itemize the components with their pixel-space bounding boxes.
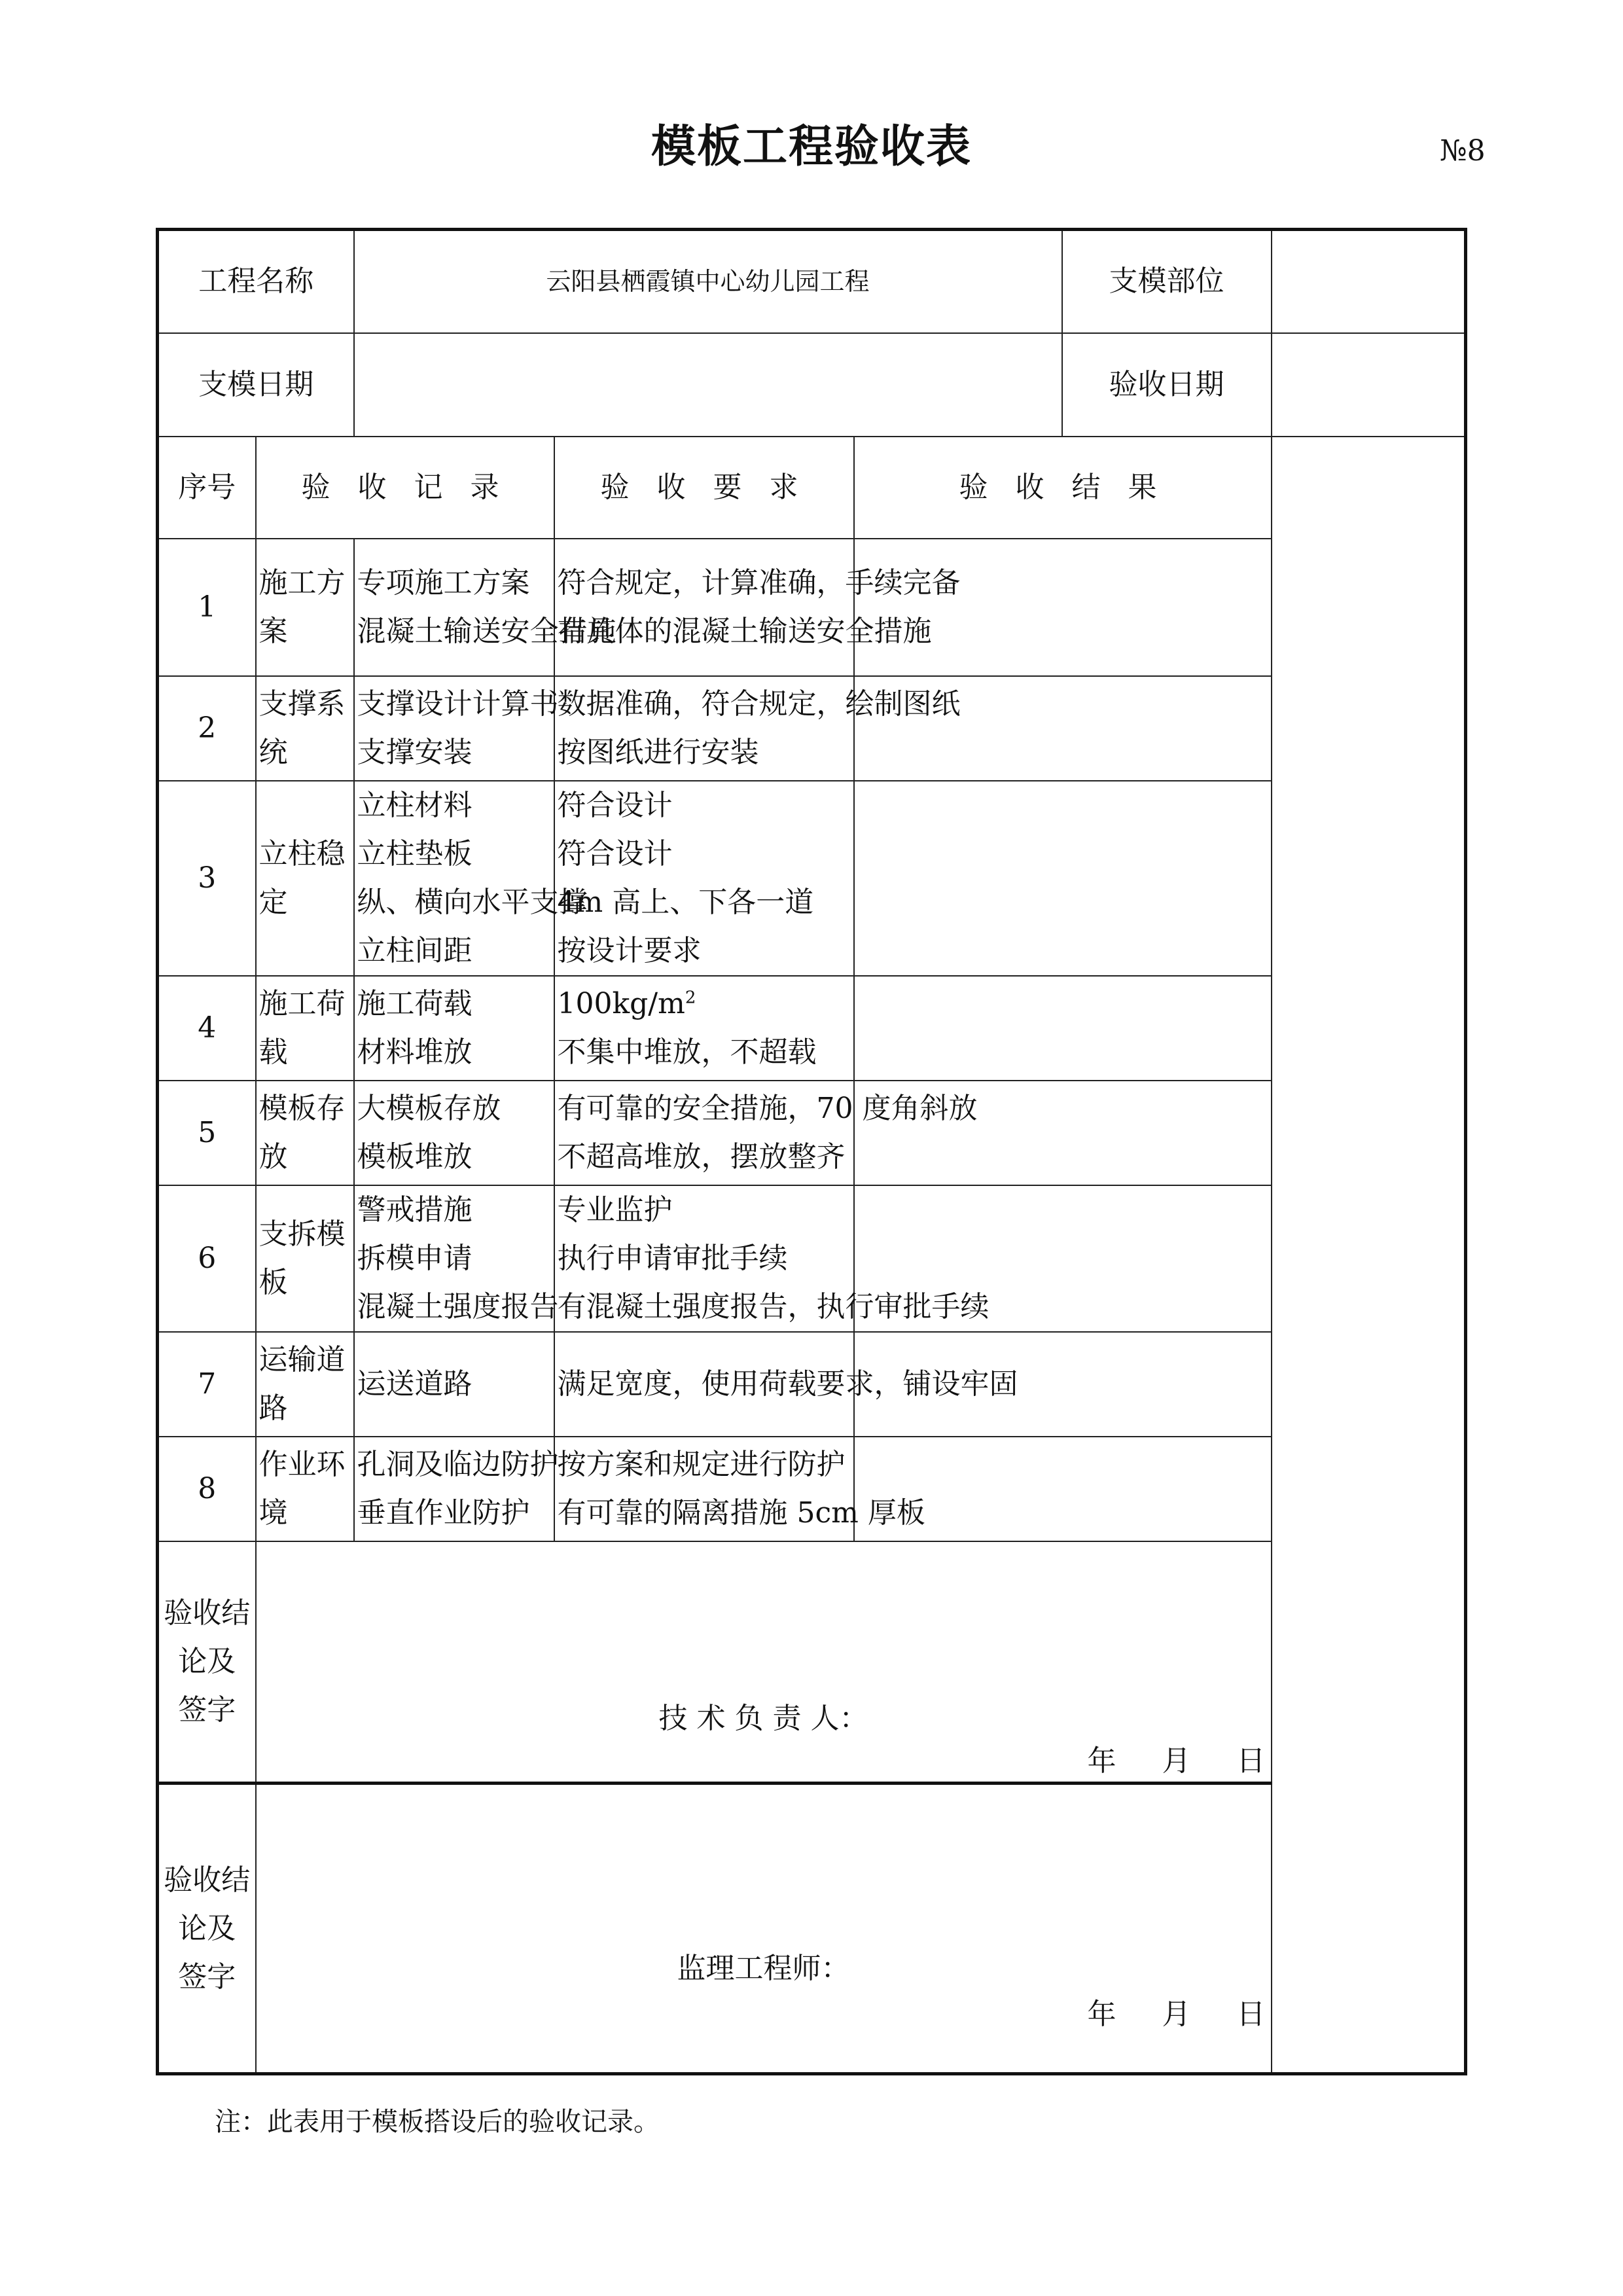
load-value: 100kg/m	[557, 986, 685, 1020]
row-items	[354, 539, 616, 676]
header-row-dates	[158, 333, 1466, 437]
conclusion-label-line: 验收结	[164, 1596, 251, 1630]
requirement-line: 满足宽度，使用荷载要求，铺设牢固	[557, 1367, 1018, 1401]
table-row	[158, 1081, 1466, 1185]
date-day: 日	[1236, 1744, 1266, 1778]
item-line: 支撑设计计算书	[357, 687, 559, 721]
conclusion-row-technical	[158, 1541, 1466, 1784]
project-name-label: 工程名称	[158, 230, 354, 333]
formwork-date-label: 支模日期	[158, 333, 354, 437]
item-line: 拆模申请	[357, 1241, 473, 1275]
row-number: 3	[158, 781, 256, 976]
conclusion-label-line: 论及	[178, 1911, 236, 1945]
row-category: 支撑系统	[256, 676, 354, 781]
conclusion-label	[158, 1784, 256, 2074]
formwork-location-value[interactable]	[1272, 230, 1466, 333]
item-line: 混凝土输送安全措施	[357, 614, 616, 648]
item-line: 模板堆放	[357, 1139, 473, 1174]
requirement-line: 符合规定，计算准确，手续完备	[557, 565, 961, 600]
supervisor-signature-label: 监理工程师：	[677, 1952, 850, 1985]
requirement-line: 按方案和规定进行防护	[557, 1447, 846, 1481]
date-day: 日	[1236, 1998, 1266, 2031]
project-name-value[interactable]: 云阳县栖霞镇中心幼儿园工程	[354, 230, 1062, 333]
table-row	[158, 539, 1466, 676]
item-line: 专项施工方案	[357, 565, 530, 600]
item-line: 混凝土强度报告	[357, 1289, 559, 1323]
formwork-date-value[interactable]	[354, 333, 1062, 437]
form-number: №8	[1440, 134, 1486, 168]
requirement-line: 有具体的混凝土输送安全措施	[557, 614, 932, 648]
row-items	[354, 1332, 554, 1437]
table-row	[158, 1437, 1466, 1541]
requirement-line: 执行申请审批手续	[557, 1241, 788, 1275]
conclusion-label	[158, 1541, 256, 1784]
conclusion-label-line: 论及	[178, 1644, 236, 1678]
row-category: 模板存放	[256, 1081, 354, 1185]
requirement-line: 按设计要求	[557, 933, 702, 967]
row-requirements	[554, 781, 854, 976]
conclusion-label-line: 签字	[178, 1960, 236, 1994]
row-number: 1	[158, 539, 256, 676]
row-requirements	[554, 676, 961, 781]
row-requirements	[554, 1081, 978, 1185]
item-line: 纵、横向水平支撑	[357, 885, 588, 919]
requirement-line: 专业监护	[557, 1193, 673, 1227]
conclusion-label-line: 签字	[178, 1693, 236, 1727]
acceptance-table	[156, 228, 1467, 2075]
row-requirements	[554, 1332, 1018, 1437]
row-items	[354, 976, 554, 1081]
signature-date	[1088, 1745, 1266, 1778]
column-header-row	[158, 437, 1466, 539]
conclusion-row-supervisor	[158, 1784, 1466, 2074]
row-requirements	[554, 539, 961, 676]
acceptance-date-value[interactable]	[1272, 333, 1466, 437]
header-row-project	[158, 230, 1466, 333]
table-row	[158, 781, 1466, 976]
row-category: 作业环境	[256, 1437, 354, 1541]
row-category: 施工荷载	[256, 976, 354, 1081]
item-line: 警戒措施	[357, 1193, 473, 1227]
table-row	[158, 1332, 1466, 1437]
item-line: 立柱垫板	[357, 836, 473, 870]
row-requirements	[554, 976, 854, 1081]
row-items	[354, 1437, 559, 1541]
row-result[interactable]	[854, 781, 1272, 976]
table-row	[158, 976, 1466, 1081]
row-requirements	[554, 1185, 990, 1332]
row-items	[354, 781, 588, 976]
row-number: 2	[158, 676, 256, 781]
signature-date	[1088, 1998, 1266, 2031]
requirement-line: 数据准确，符合规定，绘制图纸	[557, 687, 961, 721]
row-category: 运输道路	[256, 1332, 354, 1437]
row-result[interactable]	[854, 976, 1272, 1081]
form-title: 模板工程验收表	[651, 120, 972, 173]
row-category: 施工方案	[256, 539, 354, 676]
row-category: 立柱稳定	[256, 781, 354, 976]
requirement-line: 4m 高上、下各一道	[557, 885, 814, 919]
col-requirement-header: 验 收 要 求	[554, 437, 854, 539]
item-line: 立柱间距	[357, 933, 473, 967]
requirement-line: 有混凝土强度报告，执行审批手续	[557, 1289, 990, 1323]
requirement-line	[558, 980, 853, 1028]
item-line: 立柱材料	[357, 788, 473, 822]
acceptance-date-label: 验收日期	[1062, 333, 1272, 437]
date-year: 年	[1087, 1744, 1116, 1778]
date-month: 月	[1162, 1998, 1191, 2031]
requirement-line: 有可靠的隔离措施 5cm 厚板	[557, 1496, 925, 1530]
row-items	[354, 1081, 554, 1185]
conclusion-label-line: 验收结	[164, 1863, 251, 1897]
row-result[interactable]	[854, 539, 1272, 676]
table-row	[158, 1185, 1466, 1332]
col-result-header: 验 收 结 果	[854, 437, 1272, 539]
item-line: 材料堆放	[357, 1035, 473, 1069]
formwork-location-label: 支模部位	[1062, 230, 1272, 333]
item-line: 垂直作业防护	[357, 1496, 530, 1530]
row-number: 6	[158, 1185, 256, 1332]
conclusion-signature-area[interactable]	[256, 1541, 1272, 1784]
item-line: 施工荷载	[357, 986, 473, 1020]
col-record-header: 验 收 记 录	[256, 437, 554, 539]
row-category: 支拆模板	[256, 1185, 354, 1332]
row-number: 5	[158, 1081, 256, 1185]
item-line: 支撑安装	[357, 735, 473, 769]
technical-lead-signature-label: 技 术 负 责 人：	[658, 1701, 868, 1735]
requirement-line: 不超高堆放，摆放整齐	[557, 1139, 846, 1174]
row-items	[354, 1185, 559, 1332]
row-number: 7	[158, 1332, 256, 1437]
row-requirements	[554, 1437, 925, 1541]
row-items	[354, 676, 559, 781]
unit-superscript: 2	[685, 987, 696, 1007]
conclusion-signature-area[interactable]	[256, 1784, 1272, 2074]
date-year: 年	[1087, 1998, 1116, 2031]
item-line: 孔洞及临边防护	[357, 1447, 559, 1481]
requirement-line: 有可靠的安全措施，70 度角斜放	[557, 1091, 978, 1125]
item-line: 大模板存放	[357, 1091, 501, 1125]
requirement-line: 符合设计	[557, 836, 673, 870]
requirement-line: 按图纸进行安装	[557, 735, 759, 769]
item-line: 运送道路	[357, 1367, 473, 1401]
row-number: 8	[158, 1437, 256, 1541]
row-number: 4	[158, 976, 256, 1081]
table-row	[158, 676, 1466, 781]
requirement-line: 不集中堆放，不超载	[557, 1035, 817, 1069]
date-month: 月	[1162, 1744, 1191, 1778]
col-seq-header: 序号	[158, 437, 256, 539]
requirement-line: 符合设计	[557, 788, 673, 822]
footnote: 注：此表用于模板搭设后的验收记录。	[215, 2107, 660, 2137]
